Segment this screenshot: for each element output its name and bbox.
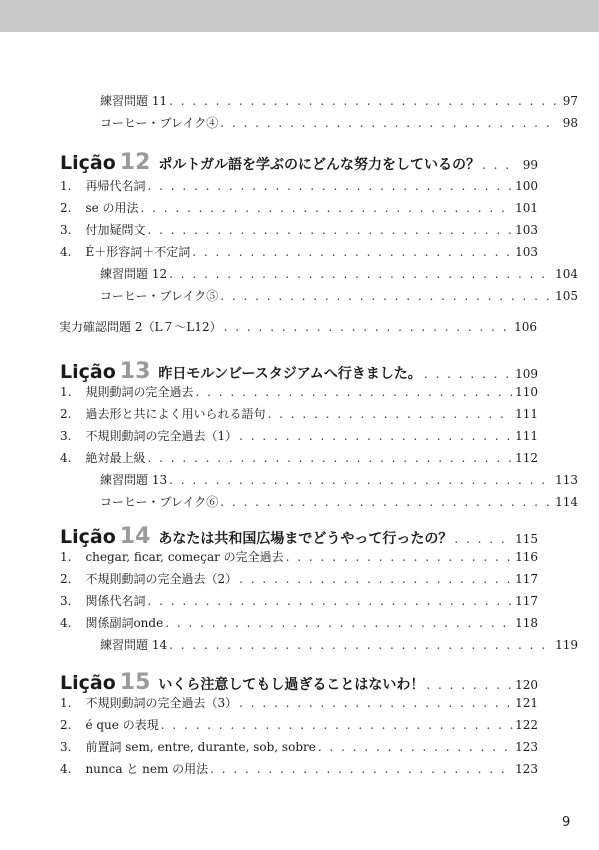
toc-item[interactable] — [60, 382, 538, 402]
toc-item-page: 114 — [555, 495, 578, 509]
toc-item-number: 4. — [60, 245, 72, 259]
toc-item-page: 123 — [515, 740, 538, 754]
toc-item[interactable] — [60, 198, 538, 218]
toc-item-page: 100 — [515, 179, 538, 193]
toc-item[interactable] — [60, 404, 538, 424]
toc-item-label: 関係副詞onde — [85, 616, 164, 630]
toc-item-page: 118 — [515, 616, 538, 630]
toc-item[interactable] — [60, 591, 538, 611]
toc-item-page: 98 — [562, 116, 578, 130]
toc-item[interactable] — [60, 426, 538, 446]
toc-item-label: chegar, ficar, começar の完全過去 — [85, 550, 284, 564]
toc-item[interactable] — [60, 470, 578, 490]
toc-item[interactable] — [60, 220, 538, 240]
dot-leader — [147, 220, 513, 240]
toc-item-label: 不規則動詞の完全過去（2） — [85, 572, 238, 586]
lesson-number: 13 — [119, 359, 151, 384]
dot-leader — [147, 176, 513, 196]
toc-item-number: 2. — [60, 718, 72, 732]
toc-item-page: 111 — [515, 429, 538, 443]
dot-leader — [169, 470, 553, 490]
toc-item-number: 1. — [60, 385, 72, 399]
toc-item-label: 実力確認問題 2（L７～L12） — [59, 320, 222, 334]
dot-leader — [195, 382, 513, 402]
toc-item-number: 3. — [60, 594, 72, 608]
dot-leader — [161, 715, 513, 735]
lesson-page: 99 — [522, 158, 538, 172]
dot-leader — [147, 448, 513, 468]
dot-leader — [220, 286, 553, 306]
toc-item-label: nunca と nem の用法 — [85, 762, 209, 776]
toc-item-page: 112 — [515, 451, 538, 465]
toc-item-page: 117 — [515, 594, 538, 608]
toc-item-number: 2. — [60, 572, 72, 586]
header-band — [0, 0, 599, 32]
toc-item-page: 123 — [515, 762, 538, 776]
toc-item-number: 4. — [60, 762, 72, 776]
toc-item-label: 再帰代名詞 — [85, 179, 146, 193]
toc-item[interactable] — [60, 176, 538, 196]
toc-item-practice-11[interactable] — [60, 91, 578, 111]
toc-item[interactable] — [60, 492, 578, 512]
toc-item-coffee-break-4[interactable] — [60, 113, 578, 133]
dot-leader — [165, 613, 513, 633]
dot-leader — [147, 591, 513, 611]
lesson-number: 12 — [119, 150, 151, 175]
dot-leader — [169, 264, 553, 284]
toc-item-label: 過去形と共によく用いられる語句 — [85, 407, 266, 421]
lesson-page: 120 — [515, 678, 538, 692]
toc-item-page: 110 — [515, 385, 538, 399]
toc-item-label: 関係代名詞 — [85, 594, 146, 608]
toc-item-label: コーヒー・ブレイク⑤ — [100, 289, 219, 303]
toc-item[interactable] — [60, 569, 538, 589]
toc-item-label: é que の表現 — [85, 718, 159, 732]
toc-item-page: 103 — [515, 245, 538, 259]
lesson-title: あなたは共和国広場までどうやって行ったの？ — [158, 531, 453, 547]
toc-item-page: 103 — [515, 223, 538, 237]
toc-item-page: 97 — [562, 94, 578, 108]
toc-item-label: コーヒー・ブレイク⑥ — [100, 495, 219, 509]
toc-item[interactable] — [60, 737, 538, 757]
toc-item-label: 練習問題 14 — [100, 638, 168, 652]
dot-leader — [169, 635, 553, 655]
dot-leader — [318, 737, 513, 757]
dot-leader — [169, 91, 558, 111]
lesson-12-heading[interactable] — [60, 148, 538, 178]
toc-item-label: 練習問題 13 — [100, 473, 168, 487]
lesson-number: 15 — [119, 670, 151, 695]
lesson-page: 115 — [515, 532, 538, 546]
dot-leader — [239, 426, 513, 446]
toc-item-label: se の用法 — [85, 201, 139, 215]
toc-item-number: 4. — [60, 451, 72, 465]
toc-item[interactable] — [60, 759, 538, 779]
toc-item-page: 111 — [515, 407, 538, 421]
toc-item-number: 3. — [60, 429, 72, 443]
toc-item-label: É＋形容詞＋不定詞 — [85, 245, 191, 259]
lesson-word: Lição — [60, 672, 116, 694]
lesson-word: Lição — [60, 526, 116, 548]
toc-item[interactable] — [60, 715, 538, 735]
toc-item-number: 2. — [60, 407, 72, 421]
toc-item-number: 4. — [60, 616, 72, 630]
toc-item-number: 2. — [60, 201, 72, 215]
dot-leader — [286, 547, 513, 567]
lesson-title: ポルトガル語を学ぶのにどんな努力をしているの？ — [158, 157, 480, 173]
toc-item-label: 練習問題 11 — [100, 94, 168, 108]
lesson-page: 109 — [515, 367, 538, 381]
lesson-title: いくら注意してもし過ぎることはないわ！ — [158, 677, 425, 693]
toc-item-label: コーヒー・ブレイク④ — [100, 116, 219, 130]
dot-leader — [239, 569, 513, 589]
toc-item-label: 規則動詞の完全過去 — [85, 385, 194, 399]
toc-item[interactable] — [60, 693, 538, 713]
dot-leader — [192, 242, 513, 262]
toc-item-page: 113 — [555, 473, 578, 487]
toc-item-page: 117 — [515, 572, 538, 586]
toc-item-label: 不規則動詞の完全過去（1） — [85, 429, 238, 443]
toc-item-page: 119 — [555, 638, 578, 652]
dot-leader — [224, 317, 512, 337]
toc-item[interactable] — [60, 613, 538, 633]
toc-item-label: 付加疑問文 — [85, 223, 146, 237]
dot-leader — [141, 198, 514, 218]
toc-item-number: 1. — [60, 696, 72, 710]
toc-item-number: 1. — [60, 179, 72, 193]
toc-item-page: 122 — [515, 718, 538, 732]
toc-item-label: 不規則動詞の完全過去（3） — [85, 696, 238, 710]
lesson-title: 昨日モルンビースタジアムへ行きました。 — [158, 366, 422, 382]
lesson-word: Lição — [60, 152, 116, 174]
toc-item-page: 101 — [515, 201, 538, 215]
lesson-word: Lição — [60, 361, 116, 383]
dot-leader — [220, 492, 553, 512]
toc-item[interactable] — [60, 547, 538, 567]
toc-item-label: 練習問題 12 — [100, 267, 168, 281]
dot-leader — [220, 113, 558, 133]
toc-item-review-2[interactable] — [59, 317, 537, 337]
toc-item-page: 106 — [514, 320, 537, 334]
toc-item-label: 絶対最上級 — [85, 451, 146, 465]
toc-item[interactable] — [60, 264, 578, 284]
toc-item[interactable] — [60, 635, 578, 655]
toc-item[interactable] — [60, 242, 538, 262]
dot-leader — [239, 693, 513, 713]
toc-item-page: 104 — [555, 267, 578, 281]
toc-item[interactable] — [60, 448, 538, 468]
toc-item-page: 121 — [515, 696, 538, 710]
toc-item-number: 3. — [60, 740, 72, 754]
toc-item-page: 116 — [515, 550, 538, 564]
toc-item-page: 105 — [555, 289, 578, 303]
dot-leader — [267, 404, 513, 424]
lesson-number: 14 — [119, 524, 151, 549]
page-number: 9 — [562, 815, 571, 830]
dot-leader — [210, 759, 513, 779]
toc-item-number: 3. — [60, 223, 72, 237]
toc-item[interactable] — [60, 286, 578, 306]
toc-item-number: 1. — [60, 550, 72, 564]
toc-item-label: 前置詞 sem, entre, durante, sob, sobre — [85, 740, 316, 754]
